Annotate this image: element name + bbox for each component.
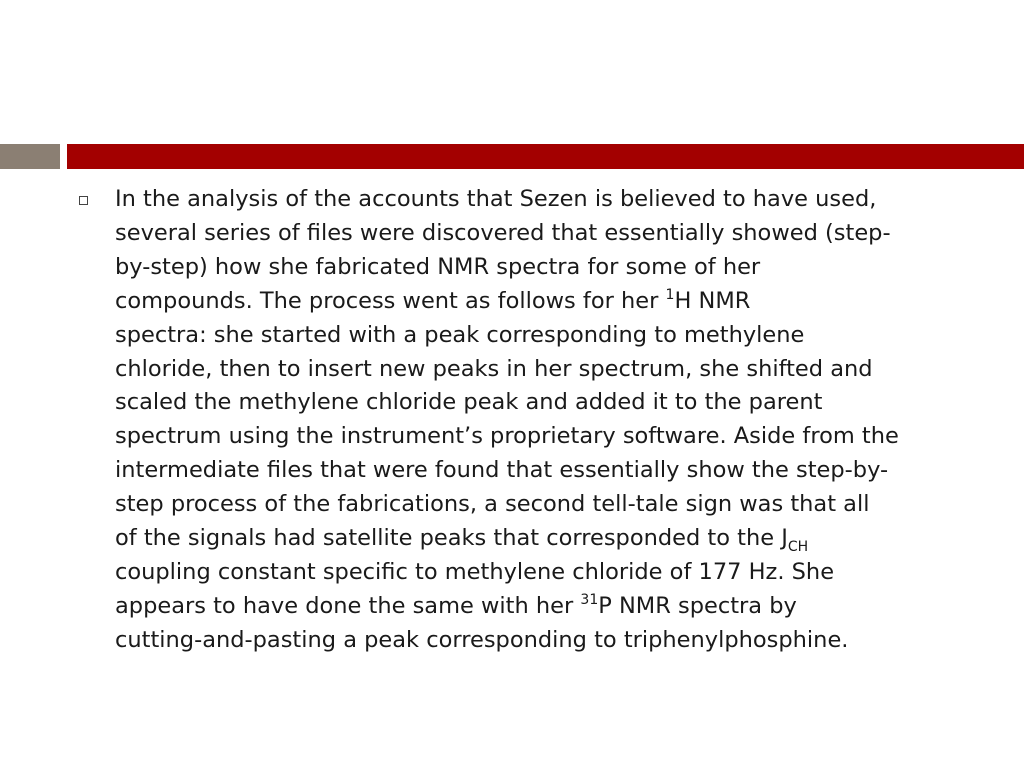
text-run: chloride, then to insert new peaks in her spectrum, she shifted and <box>115 355 873 382</box>
text-run: H NMR <box>674 287 751 314</box>
text-line <box>115 556 985 590</box>
text-run: compounds. The process went as follows for her <box>115 287 666 314</box>
text-run: by-step) how she fabricated NMR spectra for some of her <box>115 253 761 280</box>
text-line <box>115 319 985 353</box>
text-run: several series of files were discovered that essentially showed (step- <box>115 219 891 246</box>
text-line <box>115 590 985 624</box>
text-run: of the signals had satellite peaks that corresponded to the J <box>115 525 788 552</box>
text-line <box>115 522 985 556</box>
text-line <box>115 251 985 285</box>
hollow-square-bullet-icon <box>79 196 88 205</box>
superscript: 1 <box>665 286 675 303</box>
text-run: spectra: she started with a peak corresponding to methylene <box>115 321 805 348</box>
text-run: cutting-and-pasting a peak corresponding to triphenylphosphine. <box>115 626 849 653</box>
title-bar <box>67 144 1024 169</box>
accent-block <box>0 144 60 169</box>
superscript: 31 <box>580 591 599 608</box>
text-run: step process of the fabrications, a second tell-tale sign was that all <box>115 491 870 518</box>
text-run: scaled the methylene chloride peak and added it to the parent <box>115 389 823 416</box>
text-line <box>115 353 985 387</box>
text-run: intermediate files that were found that essentially show the step-by- <box>115 457 889 484</box>
text-run: spectrum using the instrument’s proprietary software. Aside from the <box>115 423 899 450</box>
text-line <box>115 454 985 488</box>
subscript: CH <box>787 539 809 556</box>
text-run: P NMR spectra by <box>598 592 797 619</box>
text-line <box>115 624 985 658</box>
text-line <box>115 285 985 319</box>
text-line <box>115 386 985 420</box>
bullet-text <box>115 183 985 658</box>
text-run: In the analysis of the accounts that Sezen is believed to have used, <box>115 186 877 212</box>
text-line <box>115 420 985 454</box>
text-line <box>115 217 985 251</box>
text-line <box>115 183 985 217</box>
text-run: coupling constant specific to methylene chloride of 177 Hz. She <box>115 558 835 585</box>
text-run: appears to have done the same with her <box>115 592 581 619</box>
text-line <box>115 488 985 522</box>
